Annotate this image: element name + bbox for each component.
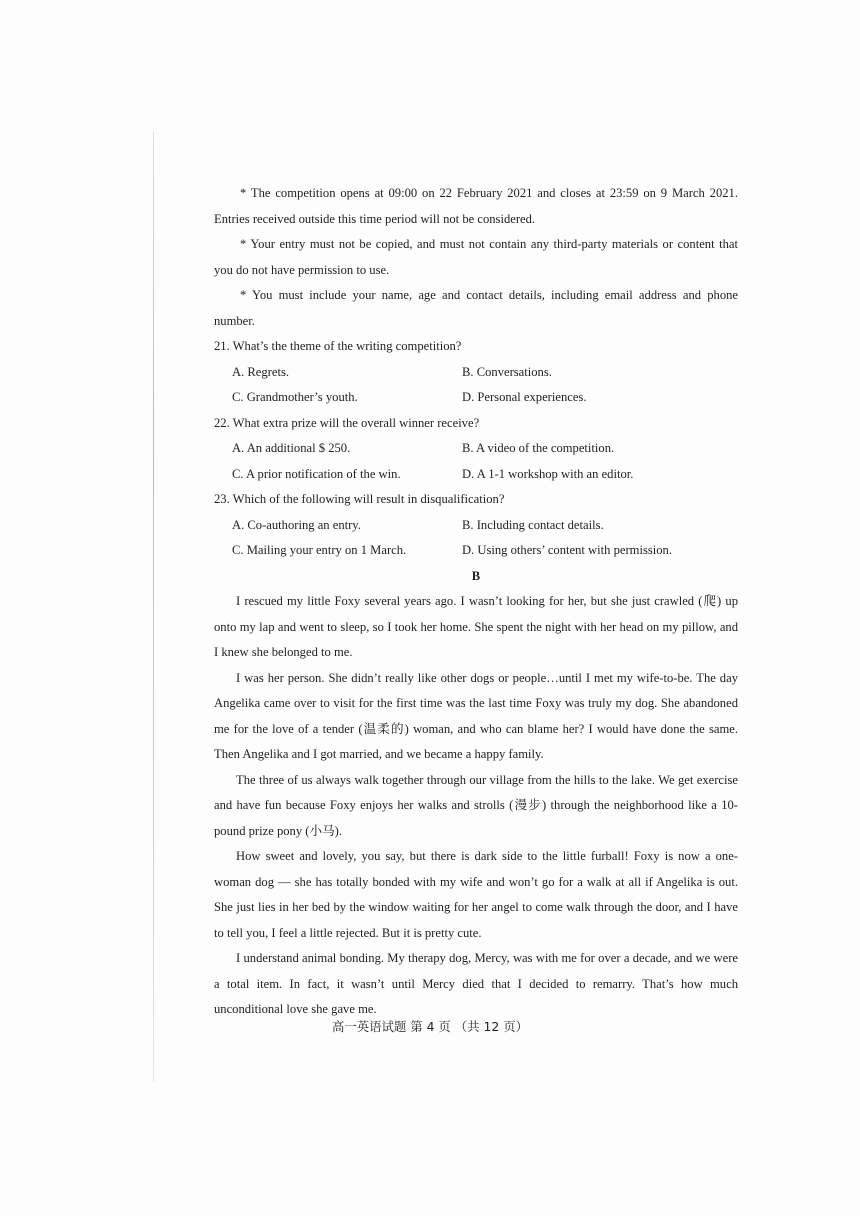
option-d: D. Personal experiences. xyxy=(462,390,587,404)
passage-paragraph: I rescued my little Foxy several years ago. I wasn’t looking for her, but she just crawled (爬) up onto my lap and went to sleep, so I took her home. She spent the night with her head on my pillow, and I knew she belonged to me. xyxy=(214,594,738,659)
option-d: D. Using others’ content with permission. xyxy=(462,543,672,557)
option-c: C. Mailing your entry on 1 March. xyxy=(232,543,407,557)
option-b: B. Including contact details. xyxy=(462,517,604,532)
passage-paragraph: I was her person. She didn’t really like other dogs or people…until I met my wife-to-be. The day Angelika came over to visit for the first time was the last time Foxy was truly my dog. She abandoned me for the love of a tender (温柔的) woman, and who can blame her? I would have done the same. Then Angelika and I got married, and we became a happy family. xyxy=(214,670,738,761)
passage-paragraph: How sweet and lovely, you say, but there is dark side to the little furball! Foxy is now a one-woman dog — she has totally bonded with my wife and won’t go for a walk at all if Angelika is out. She just lies in her bed by the window waiting for her angel to come walk through the door, and I have to tell you, I feel a little rejected. But it is pretty cute. xyxy=(214,849,738,940)
question-stem: 22. What extra prize will the overall winner receive? xyxy=(214,415,480,430)
rule-originality: * Your entry must not be copied, and must not contain any third-party materials or content that you do not have permission to use. xyxy=(214,237,738,277)
passage-paragraph: I understand animal bonding. My therapy dog, Mercy, was with me for over a decade, and we were a total item. In fact, it wasn’t until Mercy died that I decided to remarry. That’s how much unconditional love she gave me. xyxy=(214,951,738,1016)
question-23 xyxy=(214,487,738,564)
binding-margin-line xyxy=(153,132,154,1082)
option-b: B. A video of the competition. xyxy=(462,441,615,455)
rule-contact-details: * You must include your name, age and contact details, including email address and phone number. xyxy=(214,288,738,328)
option-c: C. Grandmother’s youth. xyxy=(232,390,358,404)
rule-dates: * The competition opens at 09:00 on 22 February 2021 and closes at 23:59 on 9 March 2021. Entries received outside this time period will not be considered. xyxy=(214,186,738,226)
question-stem: 21. What’s the theme of the writing competition? xyxy=(214,339,462,353)
option-a: A. Co-authoring an entry. xyxy=(232,517,361,532)
options-row xyxy=(232,513,738,539)
options-row xyxy=(232,385,738,411)
page-content xyxy=(214,181,738,1023)
options-row xyxy=(232,436,738,462)
section-heading: B xyxy=(471,568,481,583)
options-row xyxy=(232,538,738,564)
question-stem: 23. Which of the following will result in disqualification? xyxy=(214,492,505,506)
option-b: B. Conversations. xyxy=(462,364,552,379)
options-row xyxy=(232,462,738,488)
option-d: D. A 1-1 workshop with an editor. xyxy=(462,466,634,481)
question-22 xyxy=(214,411,738,488)
options-row xyxy=(232,360,738,386)
option-a: A. Regrets. xyxy=(232,364,290,379)
question-21 xyxy=(214,334,738,411)
passage-paragraph: The three of us always walk together through our village from the hills to the lake. We get exercise and have fun because Foxy enjoys her walks and strolls (漫步) through the neighborhood like a 10-pound prize pony (小马). xyxy=(214,772,738,838)
page-footer: 高一英语试题 第 4 页 （共 12 页） xyxy=(332,1019,528,1034)
option-a: A. An additional $ 250. xyxy=(232,441,351,455)
option-c: C. A prior notification of the win. xyxy=(232,466,401,481)
